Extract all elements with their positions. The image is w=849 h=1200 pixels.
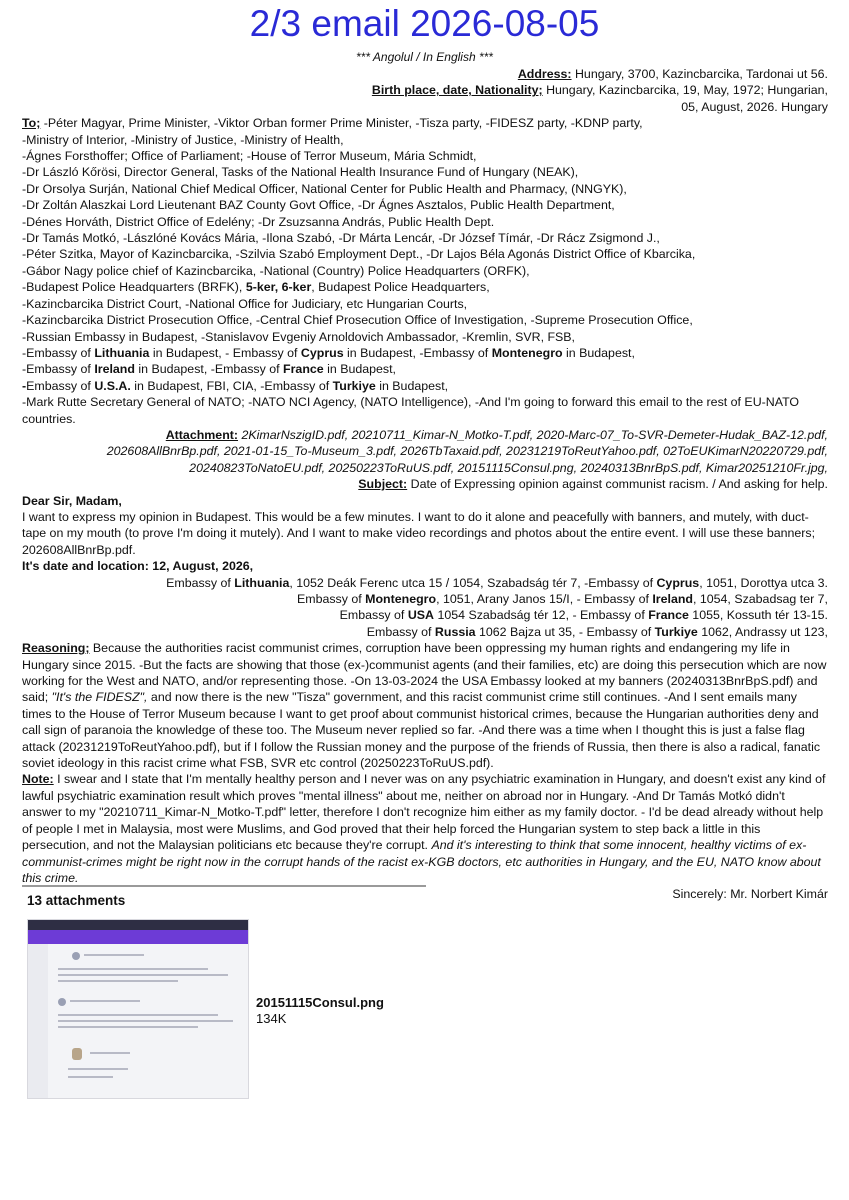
attachments-divider xyxy=(22,885,426,887)
greeting: Dear Sir, Madam, xyxy=(22,493,122,508)
note-paragraph xyxy=(22,771,828,886)
recipient-text: -Embassy of xyxy=(22,362,95,377)
thumb-seal xyxy=(72,1048,82,1060)
language-note: *** Angolul / In English *** xyxy=(356,50,493,64)
subject-value: Date of Expressing opinion against communist racism. / And asking for help. xyxy=(407,477,828,492)
location-text: 1054 Szabadság tér 12, - Embassy of xyxy=(434,608,649,623)
birth-line xyxy=(22,82,828,98)
attachments-count: 13 attachments xyxy=(27,893,126,908)
country-name: Russia xyxy=(434,624,476,639)
attachment-files: 2KimarNszigID.pdf, 20210711_Kimar-N_Motko-T.pdf, 2020-Marc-07_To-SVR-Demeter-Hudak_BAZ-12.pdf, xyxy=(238,427,828,442)
recipient-text: in Budapest, xyxy=(323,362,397,377)
recipient-line: -Mark Rutte Secretary General of NATO; -NATO NCI Agency, (NATO Intelligence), -And I'm going to forward this email to the rest of EU-NATO countries. xyxy=(22,395,800,426)
attachment-file-name[interactable]: 20151115Consul.png xyxy=(256,995,384,1010)
recipient-text: -Embassy of xyxy=(22,345,95,360)
country-name: Lithuania xyxy=(234,575,290,590)
country-name: Turkiye xyxy=(332,378,376,393)
image-thumbnail-icon[interactable] xyxy=(27,919,249,1099)
location-text: , 1051, Dorottya utca 3. xyxy=(699,575,828,590)
recipient-line: -Gábor Nagy police chief of Kazincbarcika, -National (Country) Police Headquarters (ORFK), xyxy=(22,263,530,278)
reasoning-text: and now there is the new "Tisza" government, and this racist communist crime still continues. -And I sent emails many times to the House of Terror Museum because I want to get proof about communist historical crimes, because the Hungarian authorities deny and call sign of paranoia the knowledge of these too. The Museum never replied so far. -And there was a time when I thought this is just a false flag attack (20231219ToReutYahoo.pdf), but if I follow the Russian money and the purpose of the friends of Russia, then there is also a radical, fanatic soviet ideology in this racist crime what FSB, SVR etc control (20250223ToRuUS.pdf). xyxy=(22,690,821,771)
page-title: 2/3 email 2026-08-05 xyxy=(249,3,600,44)
thumb-line xyxy=(58,968,208,970)
location-text: 1062, Andrassy ut 123, xyxy=(697,624,828,639)
recipient-text: -Budapest Police Headquarters (BRFK), xyxy=(22,280,246,295)
thumb-line xyxy=(58,1020,233,1022)
subject-label: Subject: xyxy=(358,477,408,492)
location-line xyxy=(22,575,828,591)
thumb-line xyxy=(68,1068,128,1070)
location-text: Embassy of xyxy=(296,592,366,606)
recipient-bold: 5-ker, 6-ker xyxy=(245,280,312,295)
recipient-line xyxy=(22,378,828,394)
recipient-line: -Péter Szitka, Mayor of Kazincbarcika, -Szilvia Szabó Employment Dept., -Dr Lajos Béla Agonás District Office of Kbarcika, xyxy=(22,247,696,262)
country-name: Cyprus xyxy=(656,575,700,590)
country-name: Lithuania xyxy=(94,345,150,360)
attachment-list-line: 202608AllBnrBp.pdf, 2021-01-15_To-Museum_3.pdf, 2026TbTaxaid.pdf, 20231219ToReutYahoo.pdf, 02ToEUKimarN20220729.pdf, xyxy=(106,444,828,459)
country-name: Ireland xyxy=(94,362,135,377)
to-line xyxy=(22,115,828,131)
reasoning-paragraph xyxy=(22,640,828,771)
thumb-avatar xyxy=(72,952,80,960)
recipient-line: -Dr Zoltán Alaszkai Lord Lieutenant BAZ County Govt Office, -Dr Ágnes Asztalos, Public Health Department, xyxy=(22,198,615,213)
intro-paragraph: I want to express my opinion in Budapest. This would be a few minutes. I want to do it alone and peacefully with banners, and mutely, with duct-tape on my mouth (to prove I'm doing it mutely). And I want to make video recordings and photos about the entire event. I will use these banners; 202608AllBnrBp.pdf. xyxy=(22,509,816,557)
location-text: , 1051, Arany Janos 15/I, - Embassy of xyxy=(436,592,653,606)
recipient-line xyxy=(22,279,828,295)
recipient-text: in Budapest, - Embassy of xyxy=(149,345,301,360)
country-name: USA xyxy=(407,608,434,623)
recipient-line: -Dénes Horváth, District Office of Edelény; -Dr Zsuzsanna András, Public Health Dept. xyxy=(22,214,495,229)
thumb-line xyxy=(58,980,178,982)
recipient-text: , Budapest Police Headquarters, xyxy=(311,280,490,295)
recipient-line: -Dr Orsolya Surján, National Chief Medical Officer, National Center for Public Health and Pharmacy, (NNGYK), xyxy=(22,181,627,196)
location-text: 1055, Kossuth tér 13-15. xyxy=(688,608,828,623)
recipient-text: in Budapest, -Embassy of xyxy=(343,345,492,360)
recipient-text: in Budapest, xyxy=(562,345,635,360)
location-text: 1062 Bajza ut 35, - Embassy of xyxy=(475,624,655,639)
reasoning-quote: "It's the FIDESZ", xyxy=(51,690,148,705)
thumb-line xyxy=(90,1052,130,1054)
date-line: It's date and location: 12, August, 2026, xyxy=(22,559,254,574)
thumb-sidebar xyxy=(28,944,48,1099)
country-name: Turkiye xyxy=(654,624,698,639)
recipient-line: -Ágnes Forsthoffer; Office of Parliament; -House of Terror Museum, Mária Schmidt, xyxy=(22,149,477,164)
thumb-line xyxy=(58,1026,198,1028)
recipient-line: -Russian Embassy in Budapest, -Stanislavov Evgeniy Arnoldovich Ambassador, -Kremlin, SVR, FSB, xyxy=(22,329,576,344)
thumb-line xyxy=(68,1076,113,1078)
attachment-file-size: 134K xyxy=(256,1011,287,1026)
birth-value: Hungary, Kazincbarcika, 19, May, 1972; Hungarian, xyxy=(542,83,828,98)
recipient-bold: - xyxy=(22,378,27,393)
birth-line-2: 05, August, 2026. Hungary xyxy=(681,99,828,114)
location-text: , 1054, Szabadsag ter 7, xyxy=(692,592,828,606)
country-name: Ireland xyxy=(652,592,693,606)
recipient-line: -Dr László Kőrösi, Director General, Tasks of the National Health Insurance Fund of Hungary (NEAK), xyxy=(22,165,579,180)
to-first-line: -Péter Magyar, Prime Minister, -Viktor Orban former Prime Minister, -Tisza party, -FIDESZ party, -KDNP party, xyxy=(40,116,643,131)
thumb-line xyxy=(58,974,228,976)
recipient-text: Embassy of xyxy=(26,378,95,393)
recipient-line: -Ministry of Interior, -Ministry of Justice, -Ministry of Health, xyxy=(22,132,344,147)
location-line xyxy=(22,607,828,623)
recipient-line: -Kazincbarcika District Prosecution Office, -Central Chief Prosecution Office of Investigation, -Supreme Prosecution Office, xyxy=(22,313,693,328)
country-name: France xyxy=(283,362,324,377)
note-text: I swear and I state that I'm mentally healthy person and I never was on any psychiatric examination in Hungary, and doesn't exist any kind of lawful psychiatric examination result which proves "mental illness" about me, neither on abroad nor in Hungary. -And Dr Tamás Motkó didn't answer to my "20210711_Kimar-N_Motko-T.pdf" letter, therefore I don't recognize him either as my family doctor. - I'd be dead already without help of people I met in Malaysia, most were Muslims, and God proved that their help forced the Hungarian system to step back a little in this persecution, and not the Malaysian politicians etc because they're corrupt. xyxy=(22,772,826,853)
recipient-text: in Budapest, FBI, CIA, -Embassy of xyxy=(130,378,333,393)
reasoning-text: Because the authorities racist communist crimes, corruption have been oppressing my human rights and endangering my life in Hungary since 2015. -But the facts are showing that those (ex-)communist agents (and their families, etc) are doing this persecution which are now working for the West and NATO, and/or representing those. -On 13-03-2024 the USA Embassy looked at my banners (20240313BnrBpS.pdf) and said; xyxy=(22,641,827,705)
location-text: Embassy of xyxy=(366,624,435,639)
note-label: Note: xyxy=(22,772,54,787)
location-text: Embassy of xyxy=(339,608,408,623)
thumb-headerbar xyxy=(28,930,248,944)
thumb-topbar xyxy=(28,920,248,930)
recipient-text: in Budapest, xyxy=(375,378,449,393)
recipient-text: in Budapest, -Embassy of xyxy=(134,362,284,377)
country-name: France xyxy=(648,608,689,623)
attachment-list-line: 20240823ToNatoEU.pdf, 20250223ToRuUS.pdf, 20151115Consul.png, 20240313BnrBpS.pdf, Kimar20251210Fr.jpg, xyxy=(189,460,828,475)
location-text: Embassy of xyxy=(166,575,235,590)
note-italic: And it's interesting to think that some innocent, healthy victims of ex-communist-crimes might be right now in the corrupt hands of the racist ex-KGB doctors, etc authorities in Hungary, and the EU, NATO know about this crime. xyxy=(22,838,821,885)
birth-label: Birth place, date, Nationality; xyxy=(371,83,543,98)
location-line xyxy=(22,624,828,640)
thumb-avatar xyxy=(58,998,66,1006)
recipient-line: -Dr Tamás Motkó, -Lászlóné Kovács Mária, -Ilona Szabó, -Dr Márta Lencár, -Dr József Tímár, -Dr Rácz Zsigmond J., xyxy=(22,231,660,246)
recipient-line xyxy=(22,361,828,377)
location-text: , 1052 Deák Ferenc utca 15 / 1054, Szabadság tér 7, -Embassy of xyxy=(289,575,657,590)
address-line xyxy=(22,66,828,82)
recipient-line xyxy=(22,345,828,361)
reasoning-label: Reasoning; xyxy=(22,641,90,656)
recipient-line: -Kazincbarcika District Court, -National Office for Judiciary, etc Hungarian Courts, xyxy=(22,296,468,311)
thumb-line xyxy=(70,1000,140,1002)
country-name: Montenegro xyxy=(365,592,437,606)
attachment-label: Attachment: xyxy=(165,427,239,442)
address-label: Address: xyxy=(517,67,572,81)
signoff: Sincerely: Mr. Norbert Kimár xyxy=(672,887,828,902)
location-line xyxy=(22,591,828,607)
subject-line xyxy=(22,476,828,492)
country-name: Montenegro xyxy=(491,345,563,360)
thumb-line xyxy=(58,1014,218,1016)
to-label: To; xyxy=(22,116,41,131)
thumb-line xyxy=(84,954,144,956)
email-body xyxy=(22,66,828,903)
address-value: Hungary, 3700, Kazincbarcika, Tardonai ut 56. xyxy=(571,67,828,81)
attachment-list-line xyxy=(22,427,828,443)
country-name: U.S.A. xyxy=(94,378,131,393)
country-name: Cyprus xyxy=(300,345,344,360)
